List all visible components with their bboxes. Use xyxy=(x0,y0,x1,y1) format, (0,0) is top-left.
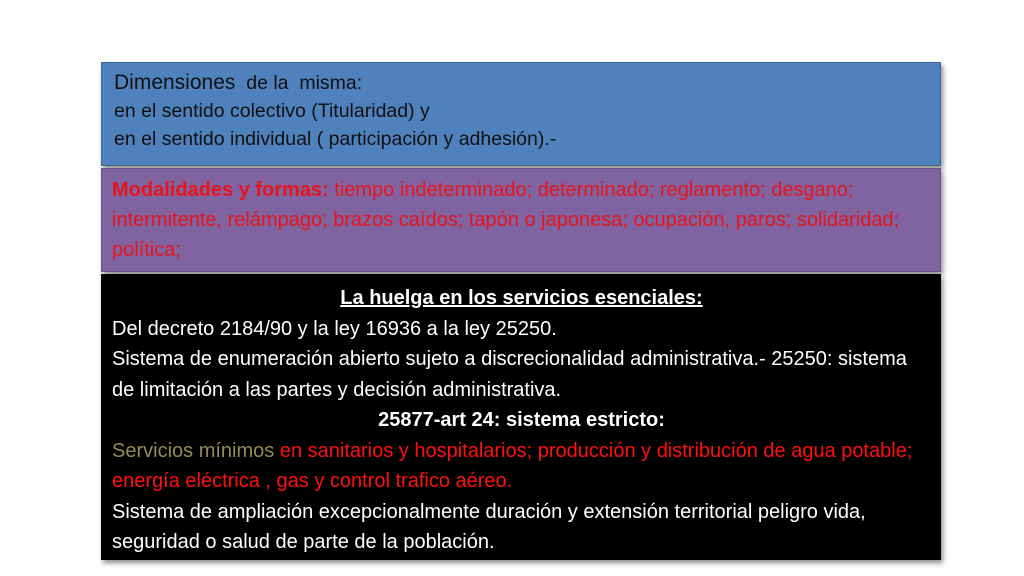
huelga-box xyxy=(101,274,941,560)
huelga-decreto-line: Del decreto 2184/90 y la ley 16936 a la ley 25250. xyxy=(112,317,557,340)
modalidades-label: Modalidades y formas: xyxy=(112,179,329,201)
modalidades-text: tiempo indeterminado; determinado; reglamento; desgano; intermitente, relámpago; brazos caídos; tapón o japonesa; ocupación, paros; solidaridad; política; xyxy=(112,179,900,261)
dimensions-title-rest: de la misma: xyxy=(235,72,363,94)
modalidades-box xyxy=(101,168,941,272)
dimensions-line-individual: en el sentido individual ( participación y adhesión).- xyxy=(114,128,557,150)
dimensions-box xyxy=(101,62,941,166)
huelga-heading: La huelga en los servicios esenciales: xyxy=(340,287,703,309)
modalidades-paragraph xyxy=(112,175,930,265)
servicios-minimos-label: Servicios mínimos xyxy=(112,439,275,462)
huelga-sistema-ampliacion: Sistema de ampliación excepcionalmente duración y extensión territorial peligro vida, seguridad o salud de parte de la población. xyxy=(112,500,866,553)
servicios-minimos-text: en sanitarios y hospitalarios; producción y distribución de agua potable; energía eléctrica , gas y control trafico aéreo. xyxy=(112,439,913,492)
huelga-sistema-enumeracion: Sistema de enumeración abierto sujeto a discrecionalidad administrativa.- 25250: sistema de limitación a las partes y decisión administrativa. xyxy=(112,348,907,401)
huelga-subheading: 25877-art 24: sistema estricto: xyxy=(378,409,665,431)
huelga-servicios-minimos xyxy=(112,436,931,497)
dimensions-line-collective: en el sentido colectivo (Titularidad) y xyxy=(114,100,430,122)
dimensions-title-bold: Dimensiones xyxy=(114,71,236,94)
dimensions-title xyxy=(114,69,930,97)
